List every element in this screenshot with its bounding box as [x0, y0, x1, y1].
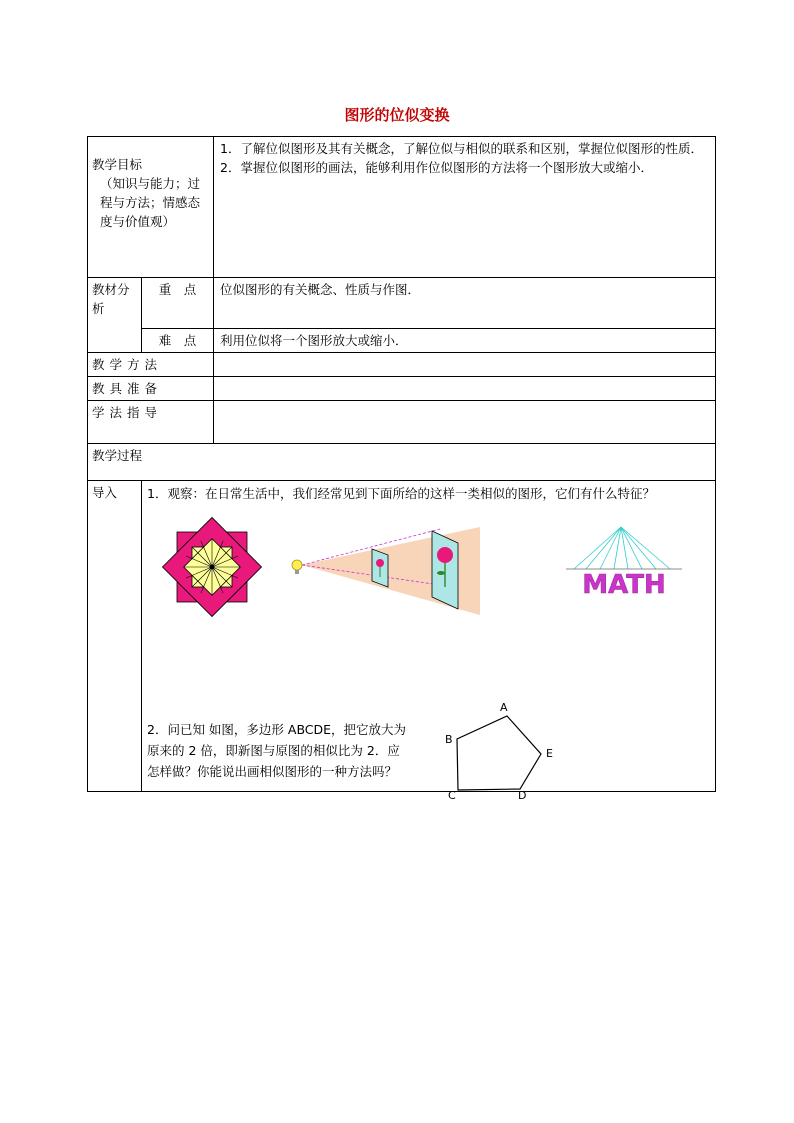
difficulty-text: 利用位似将一个图形放大或缩小．	[214, 329, 716, 353]
math-figure	[566, 525, 686, 605]
intro-row	[88, 481, 716, 792]
math-word: MATH	[582, 570, 666, 600]
pentagon-shape	[457, 716, 541, 790]
page-title: 图形的位似变换	[344, 106, 450, 124]
vertex-e: E	[546, 747, 553, 760]
intro-label: 导入	[88, 481, 142, 792]
bulb-icon	[292, 560, 302, 574]
vertex-b: B	[445, 733, 453, 746]
guidance-row	[88, 401, 716, 444]
q2-line-2: 原来的 2 倍，即新图与原图的相似比为 2．应	[147, 743, 400, 758]
projection-figure	[290, 525, 480, 615]
pentagon-figure	[442, 701, 566, 801]
objectives-label: 教学目标	[92, 157, 143, 172]
objective-item-1: 1．了解位似图形及其有关概念，了解位似与相似的联系和区别，掌握位似图形的性质．	[220, 141, 703, 156]
method-text	[214, 353, 716, 377]
tools-label: 教具准备	[88, 377, 214, 401]
process-label: 教学过程	[88, 444, 716, 481]
tools-row	[88, 377, 716, 401]
method-row	[88, 353, 716, 377]
vertex-c: C	[448, 789, 456, 801]
difficulty-label: 难 点	[142, 329, 214, 353]
intro-content-cell	[142, 481, 716, 801]
key-point-label: 重 点	[142, 278, 214, 329]
q2-line-1: 2．问已知 如图，多边形 ABCDE，把它放大为	[147, 722, 407, 737]
guidance-label: 学法指导	[88, 401, 214, 444]
tools-text	[214, 377, 716, 401]
objective-item-2: 2．掌握位似图形的画法，能够利用作位似图形的方法将一个图形放大或缩小．	[220, 160, 653, 175]
method-label: 教学方法	[88, 353, 214, 377]
key-point-text: 位似图形的有关概念、性质与作图．	[214, 278, 716, 329]
vertex-a: A	[500, 701, 508, 714]
objectives-sublabel: （知识与能力；过程与方法；情感态度与价值观）	[100, 176, 201, 229]
intro-question-1: 1．观察：在日常生活中，我们经常见到下面所给的这样一类相似的图形，它们有什么特征？	[147, 486, 655, 501]
objectives-row	[88, 137, 716, 278]
objectives-content-cell	[214, 137, 716, 278]
objectives-label-cell	[88, 137, 214, 278]
lesson-plan-table	[87, 136, 716, 801]
intro-question-2	[147, 719, 437, 782]
materials-label: 教材分析	[88, 278, 142, 353]
materials-difficulty-row	[88, 329, 716, 353]
vertex-d: D	[518, 789, 527, 801]
star-center	[210, 565, 215, 570]
q2-line-3: 怎样做？你能说出画相似图形的一种方法吗？	[147, 764, 398, 779]
guidance-text	[214, 401, 716, 444]
process-row	[88, 444, 716, 481]
math-rays	[574, 527, 670, 569]
star-figure	[160, 515, 264, 619]
materials-key-row	[88, 278, 716, 329]
